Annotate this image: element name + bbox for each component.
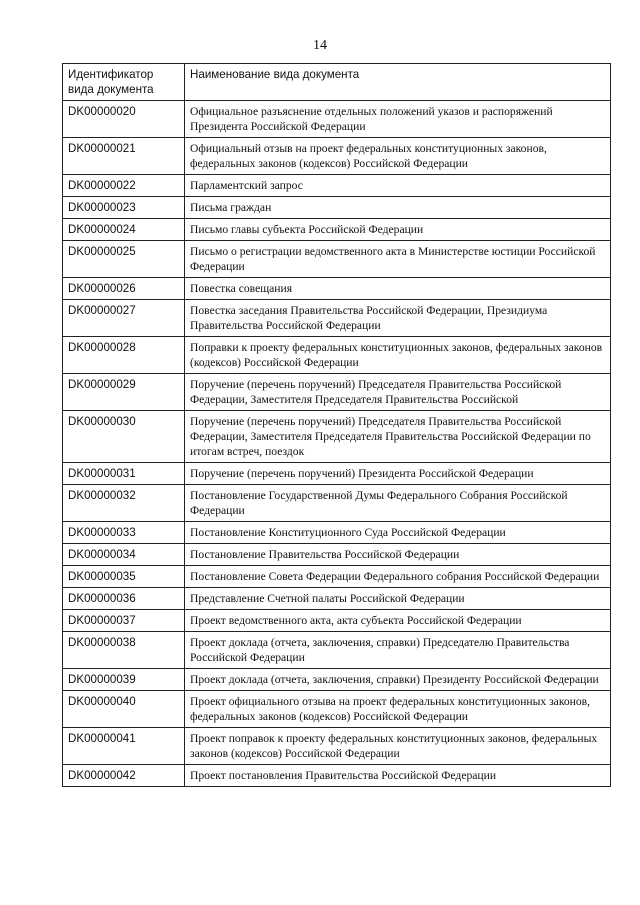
- document-type-id: DK00000036: [63, 588, 185, 610]
- table-row: [63, 374, 611, 411]
- table-row: [63, 411, 611, 463]
- table-row: [63, 278, 611, 300]
- document-type-id: DK00000027: [63, 300, 185, 337]
- page-number: 14: [313, 38, 327, 53]
- document-type-name: Повестка заседания Правительства Российской Федерации, Президиума Правительства Российской Федерации: [185, 300, 611, 337]
- document-type-name: Проект постановления Правительства Российской Федерации: [185, 765, 611, 787]
- document-type-name: Парламентский запрос: [185, 175, 611, 197]
- document-type-id: DK00000024: [63, 219, 185, 241]
- document-type-name: Поправки к проекту федеральных конституционных законов, федеральных законов (кодексов) Российской Федерации: [185, 337, 611, 374]
- document-type-name: Постановление Правительства Российской Федерации: [185, 544, 611, 566]
- document-type-name: Постановление Конституционного Суда Российской Федерации: [185, 522, 611, 544]
- document-type-id: DK00000028: [63, 337, 185, 374]
- document-type-name: Проект доклада (отчета, заключения, справки) Председателю Правительства Российской Федерации: [185, 632, 611, 669]
- document-type-name: Письмо главы субъекта Российской Федерации: [185, 219, 611, 241]
- table-row: [63, 241, 611, 278]
- table-row: [63, 101, 611, 138]
- table-row: [63, 300, 611, 337]
- table-row: [63, 544, 611, 566]
- table-header-row: [63, 64, 611, 101]
- document-type-name: Проект официального отзыва на проект федеральных конституционных законов, федеральных законов (кодексов) Российской Федерации: [185, 691, 611, 728]
- document-type-name: Проект доклада (отчета, заключения, справки) Президенту Российской Федерации: [185, 669, 611, 691]
- table-row: [63, 632, 611, 669]
- document-type-name: Повестка совещания: [185, 278, 611, 300]
- table-row: [63, 219, 611, 241]
- table-row: [63, 522, 611, 544]
- document-type-id: DK00000025: [63, 241, 185, 278]
- table-row: [63, 566, 611, 588]
- document-type-id: DK00000041: [63, 728, 185, 765]
- header-name: Наименование вида документа: [185, 64, 611, 101]
- document-type-id: DK00000022: [63, 175, 185, 197]
- document-type-id: DK00000034: [63, 544, 185, 566]
- document-type-id: DK00000026: [63, 278, 185, 300]
- document-type-id: DK00000042: [63, 765, 185, 787]
- document-type-id: DK00000038: [63, 632, 185, 669]
- document-type-name: Официальное разъяснение отдельных положений указов и распоряжений Президента Российской Федерации: [185, 101, 611, 138]
- table-row: [63, 463, 611, 485]
- header-id: Идентификатор вида документа: [63, 64, 185, 101]
- document-type-id: DK00000031: [63, 463, 185, 485]
- table-row: [63, 669, 611, 691]
- table-row: [63, 765, 611, 787]
- document-type-name: Поручение (перечень поручений) Президента Российской Федерации: [185, 463, 611, 485]
- document-type-id: DK00000033: [63, 522, 185, 544]
- table-row: [63, 610, 611, 632]
- document-type-name: Проект поправок к проекту федеральных конституционных законов, федеральных законов (кодексов) Российской Федерации: [185, 728, 611, 765]
- document-type-name: Постановление Государственной Думы Федерального Собрания Российской Федерации: [185, 485, 611, 522]
- document-type-name: Письмо о регистрации ведомственного акта в Министерстве юстиции Российской Федерации: [185, 241, 611, 278]
- document-type-id: DK00000032: [63, 485, 185, 522]
- document-type-id: DK00000035: [63, 566, 185, 588]
- document-type-id: DK00000037: [63, 610, 185, 632]
- document-type-id: DK00000039: [63, 669, 185, 691]
- document-type-name: Постановление Совета Федерации Федерального собрания Российской Федерации: [185, 566, 611, 588]
- table-row: [63, 138, 611, 175]
- table-row: [63, 175, 611, 197]
- document-type-id: DK00000040: [63, 691, 185, 728]
- document-type-name: Представление Счетной палаты Российской Федерации: [185, 588, 611, 610]
- table-row: [63, 691, 611, 728]
- document-type-id: DK00000030: [63, 411, 185, 463]
- document-type-name: Письма граждан: [185, 197, 611, 219]
- table-row: [63, 337, 611, 374]
- table-row: [63, 197, 611, 219]
- table-row: [63, 728, 611, 765]
- document-type-name: Проект ведомственного акта, акта субъекта Российской Федерации: [185, 610, 611, 632]
- document-type-id: DK00000020: [63, 101, 185, 138]
- document-type-id: DK00000029: [63, 374, 185, 411]
- document-type-name: Поручение (перечень поручений) Председателя Правительства Российской Федерации, Заместителя Председателя Правительства Российской Федерации по итогам встреч, поездок: [185, 411, 611, 463]
- document-types-table: [62, 63, 611, 787]
- document-type-name: Официальный отзыв на проект федеральных конституционных законов, федеральных законов (кодексов) Российской Федерации: [185, 138, 611, 175]
- document-type-name: Поручение (перечень поручений) Председателя Правительства Российской Федерации, Заместителя Председателя Правительства Российской: [185, 374, 611, 411]
- table-body: [63, 101, 611, 787]
- table-row: [63, 588, 611, 610]
- document-type-id: DK00000021: [63, 138, 185, 175]
- document-type-id: DK00000023: [63, 197, 185, 219]
- table-row: [63, 485, 611, 522]
